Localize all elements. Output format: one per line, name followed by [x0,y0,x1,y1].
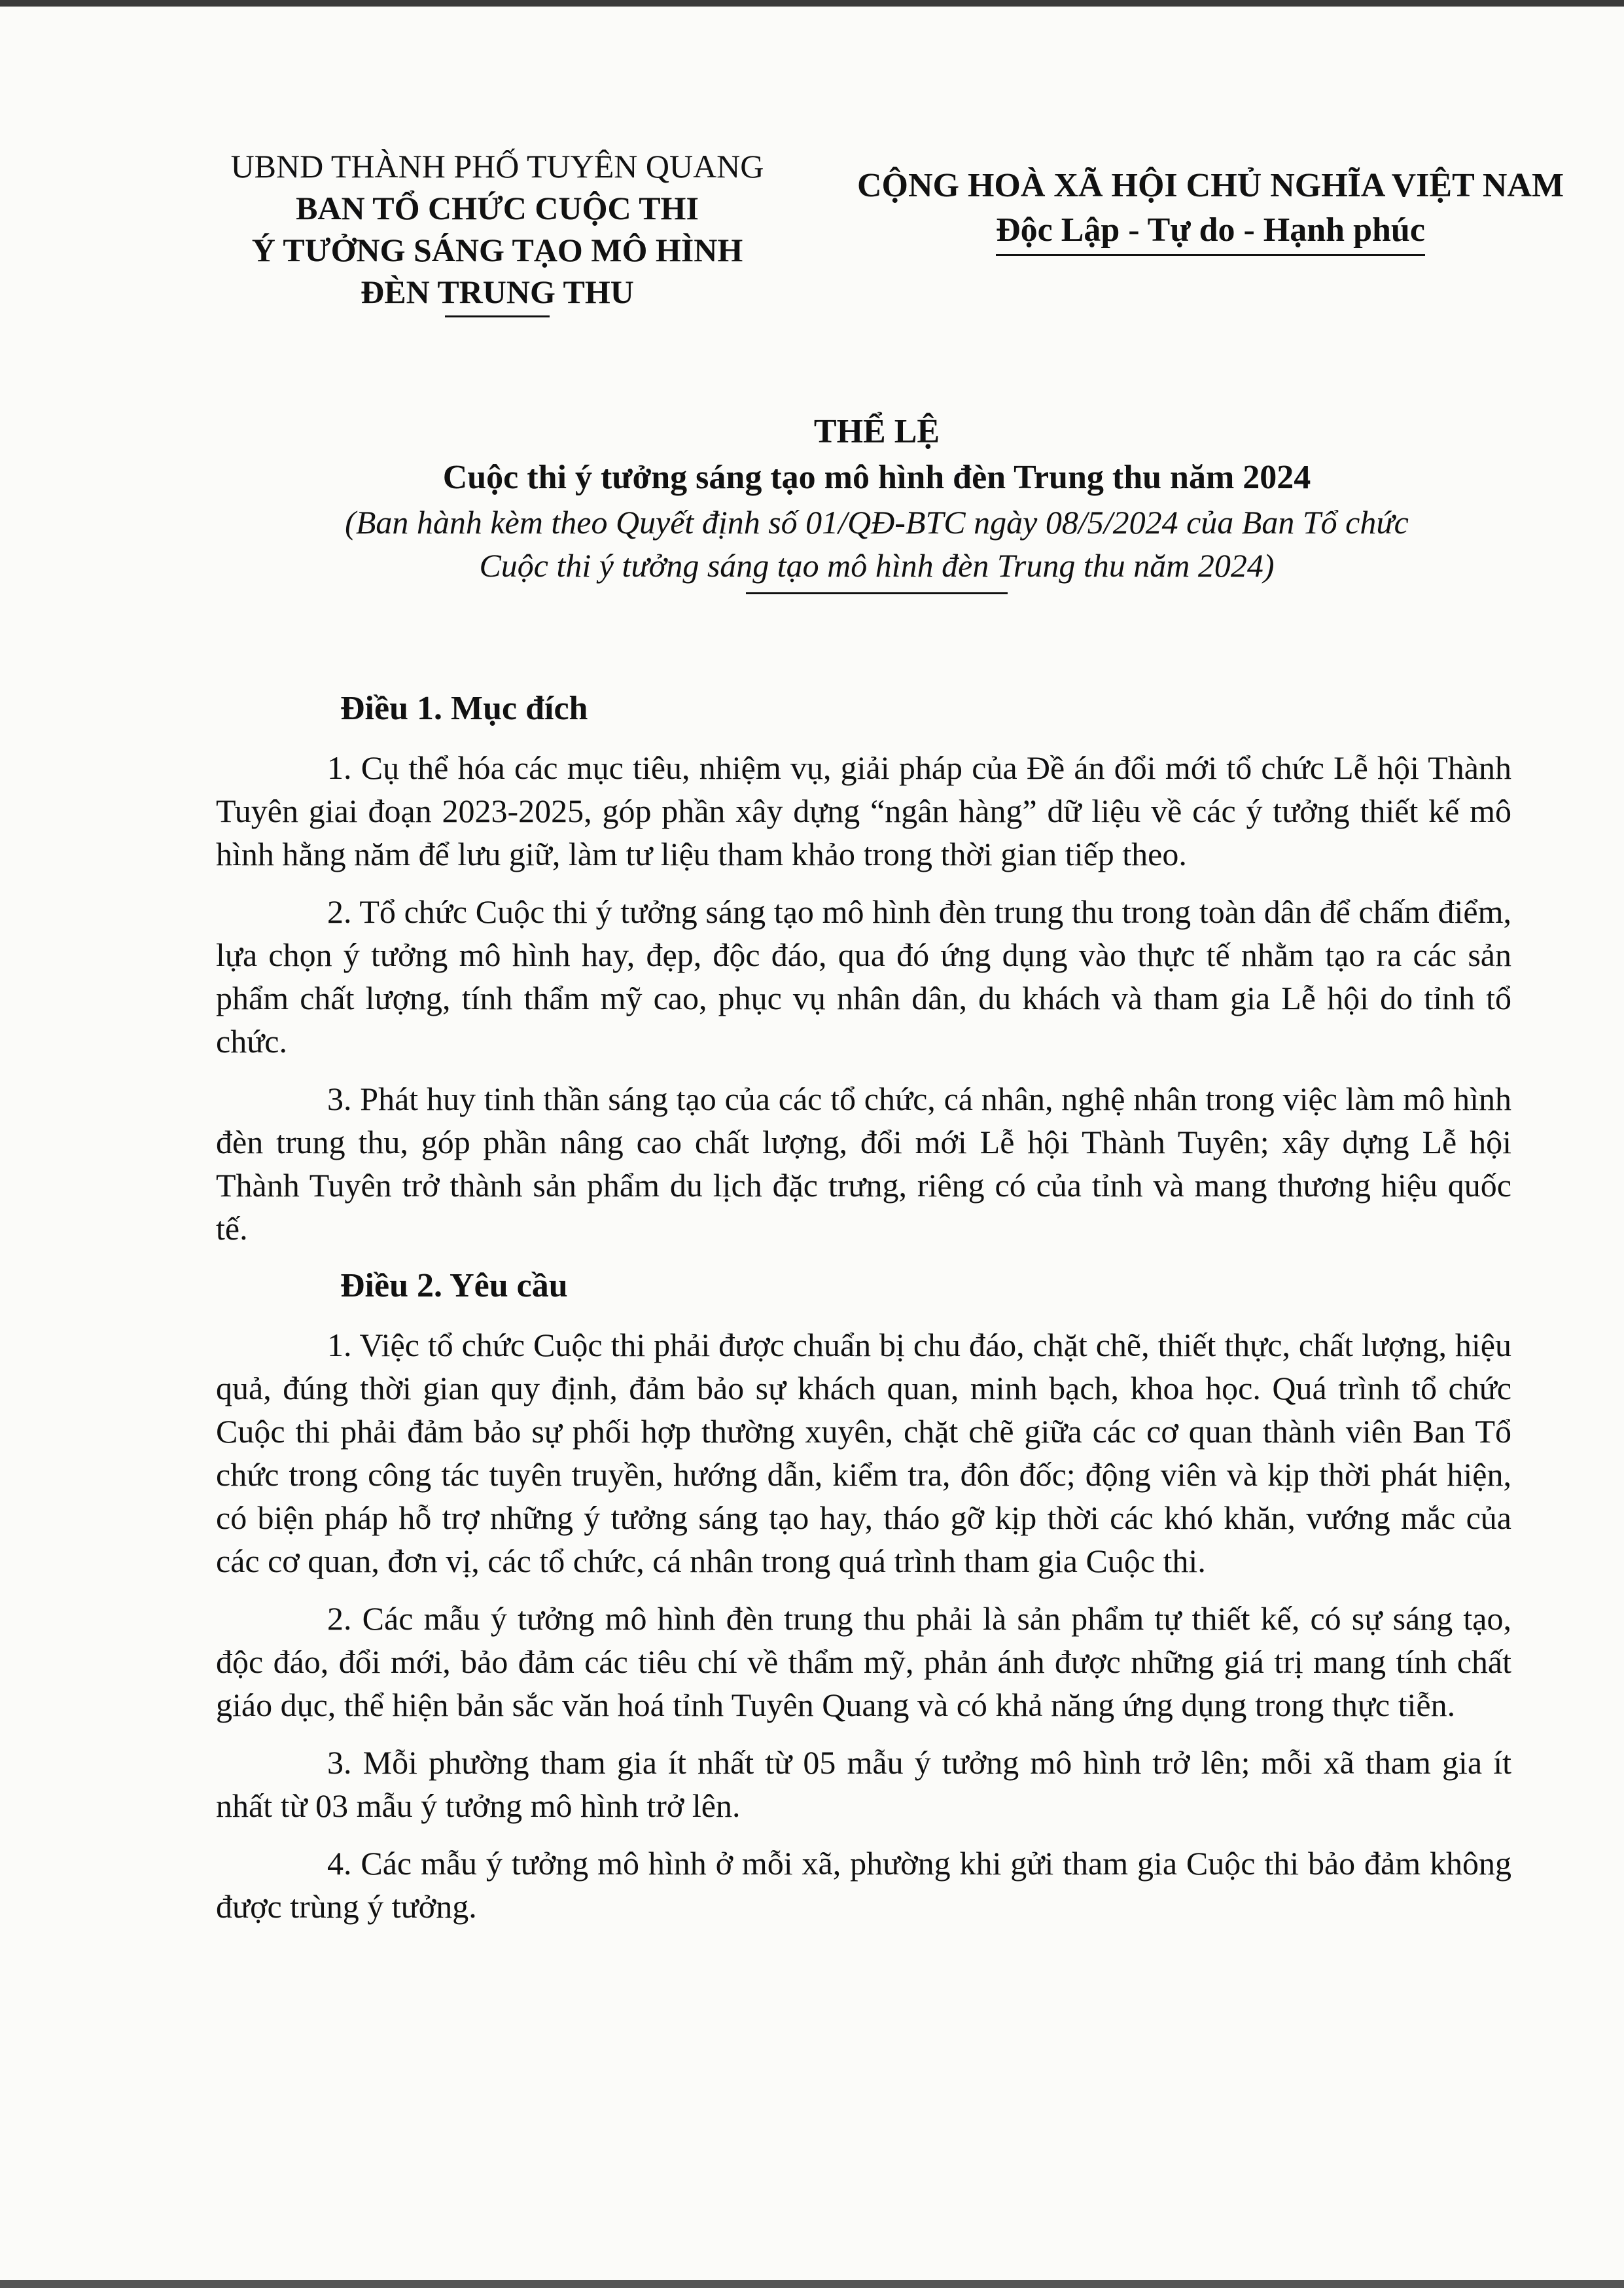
scan-bottom-edge [0,2280,1624,2288]
scan-top-edge [0,0,1624,7]
document-body [216,687,1511,1942]
paragraph: 1. Cụ thể hóa các mục tiêu, nhiệm vụ, giải pháp của Đề án đổi mới tổ chức Lễ hội Thành Tuyên giai đoạn 2023-2025, góp phần xây dựng “ngân hàng” dữ liệu về các ý tưởng thiết kế mô hình hằng năm để lưu giữ, làm tư liệu tham khảo trong thời gian tiếp theo. [216,749,1511,872]
issuance-note-line-1: (Ban hành kèm theo Quyết định số 01/QĐ-BTC ngày 08/5/2024 của Ban Tổ chức [345,504,1409,541]
paragraph: 2. Tổ chức Cuộc thi ý tưởng sáng tạo mô hình đèn trung thu trong toàn dân để chấm điểm, lựa chọn ý tưởng mô hình hay, đẹp, độc đáo, qua đó ứng dụng vào thực tế nhằm tạo ra các sản phẩm chất lượng, tính thẩm mỹ cao, phục vụ nhân dân, du khách và tham gia Lễ hội do tỉnh tổ chức. [216,893,1511,1060]
national-motto: Độc Lập - Tự do - Hạnh phúc [996,208,1425,256]
document-title-block [222,409,1531,594]
section-heading: Điều 2. Yêu cầu [340,1267,568,1304]
document-title: THỂ LỆ [813,413,940,450]
paragraph: 4. Các mẫu ý tưởng mô hình ở mỗi xã, phường khi gửi tham gia Cuộc thi bảo đảm không được trùng ý tưởng. [216,1845,1511,1925]
title-underline [746,592,1008,594]
section-article-2 [216,1264,1511,1928]
paragraph: 3. Mỗi phường tham gia ít nhất từ 05 mẫu ý tưởng mô hình trở lên; mỗi xã tham gia ít nhất từ 03 mẫu ý tưởng mô hình trở lên. [216,1744,1511,1824]
section-heading: Điều 1. Mục đích [340,690,588,727]
paragraph: 1. Việc tổ chức Cuộc thi phải được chuẩn bị chu đáo, chặt chẽ, thiết thực, chất lượng, hiệu quả, đúng thời gian quy định, đảm bảo sự khách quan, minh bạch, khoa học. Quá trình tổ chức Cuộc thi phải đảm bảo sự phối hợp thường xuyên, chặt chẽ giữa các cơ quan thành viên Ban Tổ chức trong công tác tuyên truyền, hướng dẫn, kiểm tra, đôn đốc; động viên và kịp thời phát hiện, có biện pháp hỗ trợ những ý tưởng sáng tạo hay, tháo gỡ kịp thời các khó khăn, vướng mắc của các cơ quan, đơn vị, các tổ chức, cá nhân trong quá trình tham gia Cuộc thi. [216,1327,1511,1579]
authority-line-1: UBND THÀNH PHỐ TUYÊN QUANG [230,148,764,185]
document-subtitle: Cuộc thi ý tưởng sáng tạo mô hình đèn Trung thu năm 2024 [442,459,1311,496]
authority-line-2: BAN TỔ CHỨC CUỘC THI [296,190,699,226]
authority-underline [445,315,550,317]
section-article-1 [216,687,1511,1250]
paragraph: 2. Các mẫu ý tưởng mô hình đèn trung thu phải là sản phẩm tự thiết kế, có sự sáng tạo, độc đáo, đổi mới, bảo đảm các tiêu chí về thẩm mỹ, phản ánh được những giá trị mang tính chất giáo dục, thể hiện bản sắc văn hoá tỉnh Tuyên Quang và có khả năng ứng dụng trong thực tiễn. [216,1600,1511,1723]
issuing-authority [190,145,805,317]
national-header [831,164,1590,256]
authority-line-3: Ý TƯỞNG SÁNG TẠO MÔ HÌNH [251,232,743,268]
country-name: CỘNG HOÀ XÃ HỘI CHỦ NGHĨA VIỆT NAM [856,167,1564,204]
paragraph: 3. Phát huy tinh thần sáng tạo của các tổ chức, cá nhân, nghệ nhân trong việc làm mô hình đèn trung thu, góp phần nâng cao chất lượng, đổi mới Lễ hội Thành Tuyên; xây dựng Lễ hội Thành Tuyên trở thành sản phẩm du lịch đặc trưng, riêng có của tỉnh và mang thương hiệu quốc tế. [216,1081,1511,1247]
authority-line-4: ĐÈN TRUNG THU [361,274,634,310]
issuance-note-line-2: Cuộc thi ý tưởng sáng tạo mô hình đèn Trung thu năm 2024) [479,547,1275,584]
